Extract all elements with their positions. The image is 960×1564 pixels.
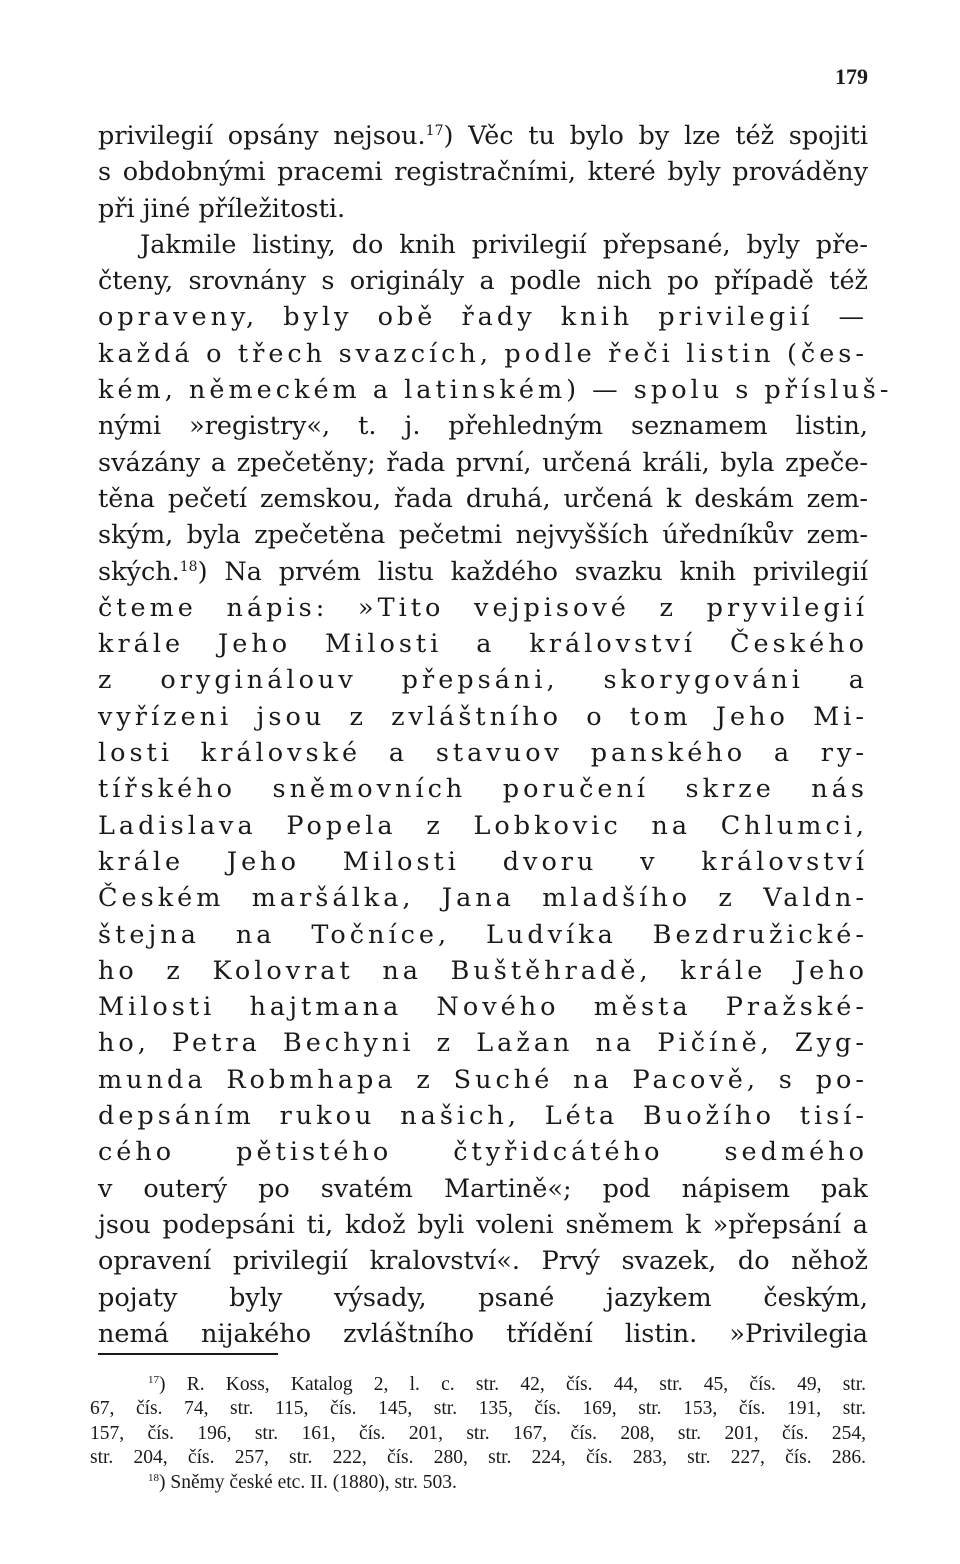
text-line bbox=[98, 408, 868, 444]
footnote-text: ) Sněmy české etc. II. (1880), str. 503. bbox=[159, 1471, 457, 1493]
text-segment: cého pětistého čtyřidcátého sedmého bbox=[98, 1137, 868, 1168]
footnotes bbox=[90, 1373, 866, 1495]
text-segment: z oryginálouv přepsáni, skorygováni a bbox=[98, 665, 868, 696]
footnote-text: 157, čís. 196, str. 161, čís. 201, str. 167, čís. 208, str. 201, čís. 254, bbox=[90, 1422, 866, 1444]
text-segment: ho, Petra Bechyni z Lažan na Pičíně, Zyg- bbox=[98, 1028, 868, 1059]
text-line bbox=[98, 626, 868, 662]
text-line bbox=[98, 590, 868, 626]
text-line bbox=[98, 554, 868, 590]
text-segment: tířského sněmovních poručení skrze nás bbox=[98, 774, 868, 805]
text-line bbox=[98, 1134, 868, 1170]
footnote-line bbox=[90, 1446, 866, 1470]
text-line bbox=[98, 372, 893, 408]
text-segment: pojaty byly výsady, psané jazykem českým, bbox=[98, 1282, 868, 1313]
footnote-marker: 18 bbox=[148, 1471, 159, 1484]
text-line bbox=[98, 154, 868, 190]
text-segment: v outerý po svatém Martině«; pod nápisem pak bbox=[98, 1173, 868, 1204]
text-line bbox=[98, 1025, 868, 1061]
text-segment: vyřízeni jsou z zvláštního o tom Jeho Mi- bbox=[98, 701, 868, 732]
footnote-text: ) R. Koss, Katalog 2, l. c. str. 42, čís. 44, str. 45, čís. 49, str. bbox=[159, 1374, 866, 1395]
text-line bbox=[98, 1316, 868, 1352]
text-segment: čteme nápis: »Tito vejpisové z pryvilegií bbox=[98, 592, 868, 623]
text-segment: ) Na prvém listu každého svazku knih privilegií bbox=[197, 556, 868, 587]
text-segment: nými »registry«, t. j. přehledným seznamem listin, bbox=[98, 411, 868, 442]
text-line bbox=[98, 1280, 868, 1316]
text-segment: krále Jeho Milosti a království Českého bbox=[98, 629, 868, 660]
footnote-divider bbox=[98, 1353, 278, 1355]
text-segment: ho z Kolovrat na Buštěhradě, krále Jeho bbox=[98, 955, 868, 986]
text-line bbox=[98, 191, 868, 227]
text-segment: čteny, srovnány s originály a podle nich po případě též bbox=[98, 266, 868, 297]
text-segment: privilegií opsány nejsou. bbox=[98, 121, 426, 151]
text-line bbox=[98, 699, 868, 735]
text-line bbox=[98, 1062, 868, 1098]
footnote-marker: 17 bbox=[148, 1374, 159, 1386]
text-line bbox=[98, 989, 868, 1025]
footnote-line bbox=[90, 1422, 866, 1446]
text-line bbox=[98, 481, 868, 517]
footnote-line bbox=[90, 1373, 866, 1397]
footnote-line bbox=[90, 1471, 866, 1495]
text-line bbox=[98, 1098, 868, 1134]
text-line bbox=[98, 1171, 868, 1207]
text-line bbox=[98, 735, 868, 771]
text-segment: Jakmile listiny, do knih privilegií přepsané, byly pře- bbox=[140, 229, 868, 260]
text-segment: Milosti hajtmana Nového města Pražské- bbox=[98, 992, 868, 1023]
text-line bbox=[98, 336, 868, 372]
text-line bbox=[98, 771, 868, 807]
text-line bbox=[98, 1243, 868, 1279]
text-segment: opraveny, byly obě řady knih privilegií — bbox=[98, 302, 868, 333]
text-segment: depsáním rukou našich, Léta Buožího tisí- bbox=[98, 1101, 868, 1132]
text-line bbox=[98, 662, 868, 698]
text-line bbox=[98, 1207, 868, 1243]
page-number: 179 bbox=[835, 64, 868, 89]
text-line bbox=[98, 880, 868, 916]
text-line bbox=[98, 808, 868, 844]
footnote-text: str. 204, čís. 257, str. 222, čís. 280, str. 224, čís. 283, str. 227, čís. 286. bbox=[90, 1447, 866, 1469]
footnote-line bbox=[90, 1397, 866, 1421]
text-segment: kém, německém a latinském) — spolu s přísluš- bbox=[98, 375, 893, 406]
footnote-reference: 18 bbox=[179, 558, 198, 575]
text-line bbox=[98, 227, 868, 263]
text-segment: losti královské a stavuov panského a ry- bbox=[98, 738, 868, 769]
text-segment: s obdobnými pracemi registračními, které byly prováděny bbox=[98, 157, 868, 188]
text-line bbox=[98, 263, 868, 299]
text-segment: štejna na Točníce, Ludvíka Bezdružické- bbox=[98, 919, 868, 950]
text-line bbox=[98, 445, 868, 481]
text-segment: při jiné příležitosti. bbox=[98, 193, 346, 224]
text-segment: ských. bbox=[98, 556, 180, 587]
text-line bbox=[98, 917, 868, 953]
text-segment: svázány a zpečetěny; řada první, určená králi, byla zpeče- bbox=[98, 447, 868, 478]
text-line bbox=[98, 844, 868, 880]
text-segment: každá o třech svazcích, podle řeči listin (čes- bbox=[98, 338, 868, 369]
text-segment: munda Robmhapa z Suché na Pacově, s po- bbox=[98, 1064, 868, 1095]
text-segment: Ladislava Popela z Lobkovic na Chlumci, bbox=[98, 810, 868, 841]
footnote-text: 67, čís. 74, str. 115, čís. 145, str. 135, čís. 169, str. 153, čís. 191, str. bbox=[90, 1398, 866, 1420]
text-segment: opravení privilegií kralovství«. Prvý svazek, do něhož bbox=[98, 1246, 868, 1277]
footnote-reference: 17 bbox=[425, 123, 444, 139]
text-segment: ským, byla zpečetěna pečetmi nejvyšších úředníkův zem- bbox=[98, 520, 868, 551]
text-line bbox=[98, 517, 868, 553]
text-segment: nemá nijakého zvláštního třídění listin. »Privilegia bbox=[98, 1318, 868, 1349]
text-segment: těna pečetí zemskou, řada druhá, určená k deskám zem- bbox=[98, 483, 868, 514]
text-line bbox=[98, 953, 868, 989]
text-line bbox=[98, 299, 868, 335]
text-segment: Českém maršálka, Jana mladšího z Valdn- bbox=[98, 883, 868, 914]
body-text bbox=[98, 118, 893, 1352]
text-line bbox=[98, 118, 868, 154]
text-segment: krále Jeho Milosti dvoru v království bbox=[98, 846, 868, 877]
text-segment: ) Věc tu bylo by lze též spojiti bbox=[443, 121, 868, 151]
text-segment: jsou podepsáni ti, kdož byli voleni sněmem k »přepsání a bbox=[98, 1209, 868, 1240]
